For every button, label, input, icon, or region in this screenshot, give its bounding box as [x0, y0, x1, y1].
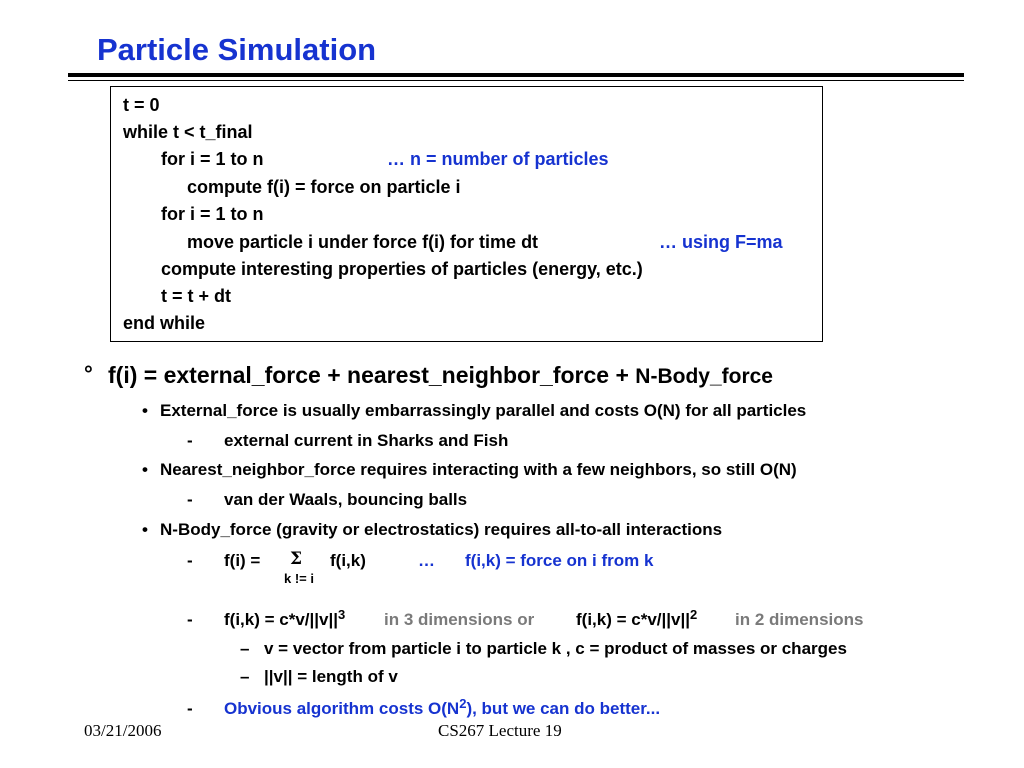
footer-course: CS267 Lecture 19 [438, 721, 562, 740]
code-line-1: t = 0 [123, 95, 160, 115]
formula-2d-label: in 2 dimensions [735, 610, 864, 629]
code-line-3: for i = 1 to n [161, 149, 264, 169]
sigma-symbol: Σ [290, 549, 303, 569]
bullet-nearest: Nearest_neighbor_force requires interacting with a few neighbors, so still O(N) [160, 460, 797, 479]
main-bullet-text-b: N-Body_force [635, 365, 773, 388]
formula-3d [224, 607, 346, 630]
dash-marker-sum: - [187, 551, 193, 570]
code-comment-fma: … using F=ma [659, 232, 783, 252]
sum-comment: f(i,k) = force on i from k [465, 551, 654, 570]
formula-2d-text: f(i,k) = c*v/||v|| [576, 610, 690, 629]
cost-text-b: ), but we can do better... [466, 699, 661, 718]
sum-ellipsis: … [418, 551, 435, 570]
bullet-external: External_force is usually embarrassingly parallel and costs O(N) for all particles [160, 401, 807, 420]
title-rule-thin [68, 80, 964, 81]
cost-exponent: 2 [459, 696, 467, 711]
main-bullet-text [108, 362, 773, 389]
pseudocode-box [110, 86, 823, 342]
footer-date: 03/21/2006 [84, 721, 162, 740]
cost-statement [224, 696, 661, 719]
endash-marker-norm: – [240, 667, 250, 686]
cost-text-a: Obvious algorithm costs O(N [224, 699, 460, 718]
formula-3d-label: in 3 dimensions or [384, 610, 535, 629]
code-line-5: for i = 1 to n [161, 204, 264, 224]
main-bullet-marker: ° [84, 361, 93, 386]
sum-rhs: f(i,k) [330, 551, 366, 570]
formula-2d-exponent: 2 [690, 607, 698, 622]
sum-subscript: k != i [284, 571, 314, 586]
bullet-nbody: N-Body_force (gravity or electrostatics) requires all-to-all interactions [160, 520, 723, 539]
bullet-nearest-sub: van der Waals, bouncing balls [224, 490, 468, 509]
slide-title: Particle Simulation [97, 32, 377, 67]
bullet-marker-nearest: • [142, 460, 148, 479]
endash-marker-v: – [240, 639, 250, 658]
formula-3d-text: f(i,k) = c*v/||v|| [224, 610, 338, 629]
v-definition: v = vector from particle i to particle k , c = product of masses or charges [264, 639, 847, 658]
bullet-marker-external: • [142, 401, 148, 420]
bullet-marker-nbody: • [142, 520, 148, 539]
code-line-2: while t < t_final [123, 122, 253, 142]
formula-2d [576, 607, 698, 630]
main-bullet-text-a: f(i) = external_force + nearest_neighbor_force + [108, 362, 636, 388]
dash-marker-cost: - [187, 699, 193, 718]
dash-marker-external-sub: - [187, 431, 193, 450]
code-line-8: t = t + dt [161, 286, 232, 306]
code-line-7: compute interesting properties of particles (energy, etc.) [161, 259, 643, 279]
sum-lhs: f(i) = [224, 551, 261, 570]
code-line-4: compute f(i) = force on particle i [187, 177, 461, 197]
dash-marker-nearest-sub: - [187, 490, 193, 509]
bullet-external-sub: external current in Sharks and Fish [224, 431, 509, 450]
code-line-9: end while [123, 313, 206, 333]
code-line-6: move particle i under force f(i) for time dt [187, 232, 539, 252]
title-rule-thick [68, 73, 964, 77]
formula-3d-exponent: 3 [338, 607, 346, 622]
norm-definition: ||v|| = length of v [264, 667, 398, 686]
dash-marker-formula: - [187, 610, 193, 629]
code-comment-particles: … n = number of particles [387, 149, 609, 169]
